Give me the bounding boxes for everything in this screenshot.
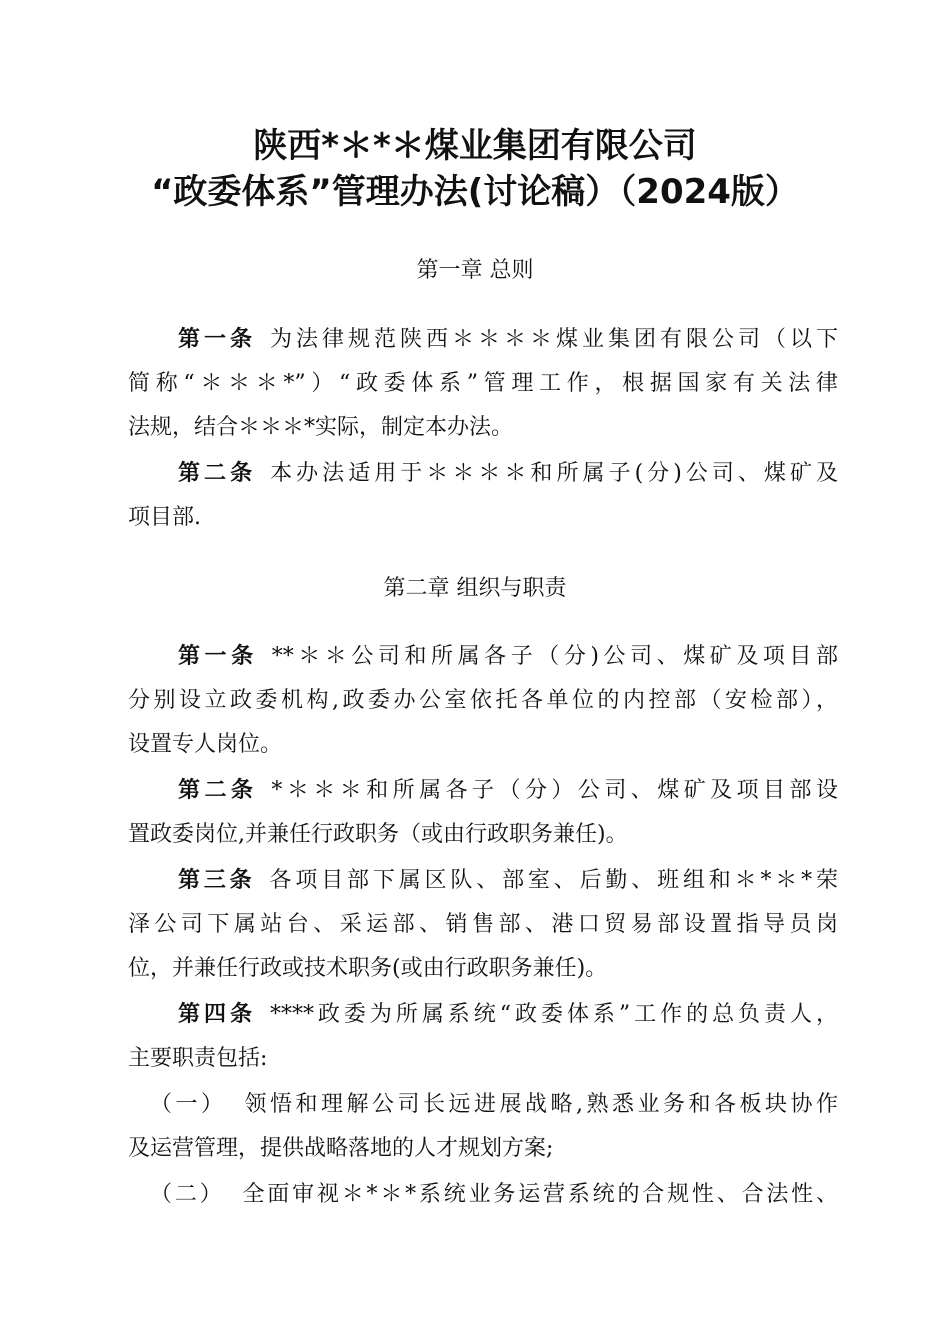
ch2-article4-line2: 主要职责包括: [128,1046,268,1071]
chapter2-heading: 第二章 组织与职责 [383,576,567,601]
ch2-article1-line1 [178,642,838,672]
ch2-item1-text1: 领悟和理解公司长远进展战略,熟悉业务和各板块协作 [244,1092,838,1117]
ch2-article1-label: 第一条 [178,644,258,669]
ch2-article2-text1: *＊＊＊和所属各子（分）公司、煤矿及项目部设 [271,778,838,803]
ch2-item2-line1 [150,1180,838,1210]
document-title-line1: 陕西*＊*＊煤业集团有限公司 [253,126,697,166]
ch1-article1-label: 第一条 [178,327,256,352]
ch2-article1-line3: 设置专人岗位。 [128,732,283,757]
ch2-article2-label: 第二条 [178,778,258,803]
ch1-article1-text1: 为法律规范陕西＊＊＊＊煤业集团有限公司（以下 [270,327,838,352]
ch2-article1-line2: 分别设立政委机构,政委办公室依托各单位的内控部（安检部）， [128,688,838,713]
ch1-article1-line1 [178,325,838,355]
ch1-article2-label: 第二条 [178,461,257,486]
ch2-article3-label: 第三条 [178,868,256,893]
ch1-article1-line2: 简称“＊＊＊*”）“政委体系”管理工作，根据国家有关法律 [128,371,838,396]
ch2-article4-label: 第四条 [178,1002,256,1027]
ch2-article3-line2: 泽公司下属站台、采运部、销售部、港口贸易部设置指导员岗 [128,912,838,937]
ch2-item2-text1: 全面审视＊*＊*系统业务运营系统的合规性、合法性、 [242,1182,838,1207]
ch2-item1-line2: 及运营管理，提供战略落地的人才规划方案; [128,1136,554,1161]
document-title-line2: “政委体系”管理办法(讨论稿）（2024版） [151,172,799,212]
ch2-article1-text1: **＊＊公司和所属各子（分)公司、煤矿及项目部 [271,644,838,669]
ch2-article2-line2: 置政委岗位,并兼任行政职务（或由行政职务兼任)。 [128,822,628,847]
ch2-item1-line1 [150,1090,838,1120]
ch1-article2-line1 [178,459,838,489]
ch2-item1-label: （一） [150,1092,227,1117]
ch2-article2-line1 [178,776,838,806]
ch2-article4-line1 [178,1000,838,1030]
ch2-article3-line1 [178,866,838,896]
ch1-article1-line3: 法规，结合＊＊＊*实际，制定本办法。 [128,415,514,440]
ch2-article3-text1: 各项目部下属区队、部室、后勤、班组和＊*＊*荣 [269,868,838,893]
ch1-article2-line2: 项目部. [128,505,201,530]
ch1-article2-text1: 本办法适用于＊＊＊＊和所属子(分)公司、煤矿及 [270,461,838,486]
ch2-item2-label: （二） [150,1182,225,1207]
ch2-article3-line3: 位，并兼任行政或技术职务(或由行政职务兼任)。 [128,956,608,981]
ch2-article4-text1: ****政委为所属系统“政委体系”工作的总负责人， [269,1002,838,1027]
chapter1-heading: 第一章 总则 [416,258,534,283]
